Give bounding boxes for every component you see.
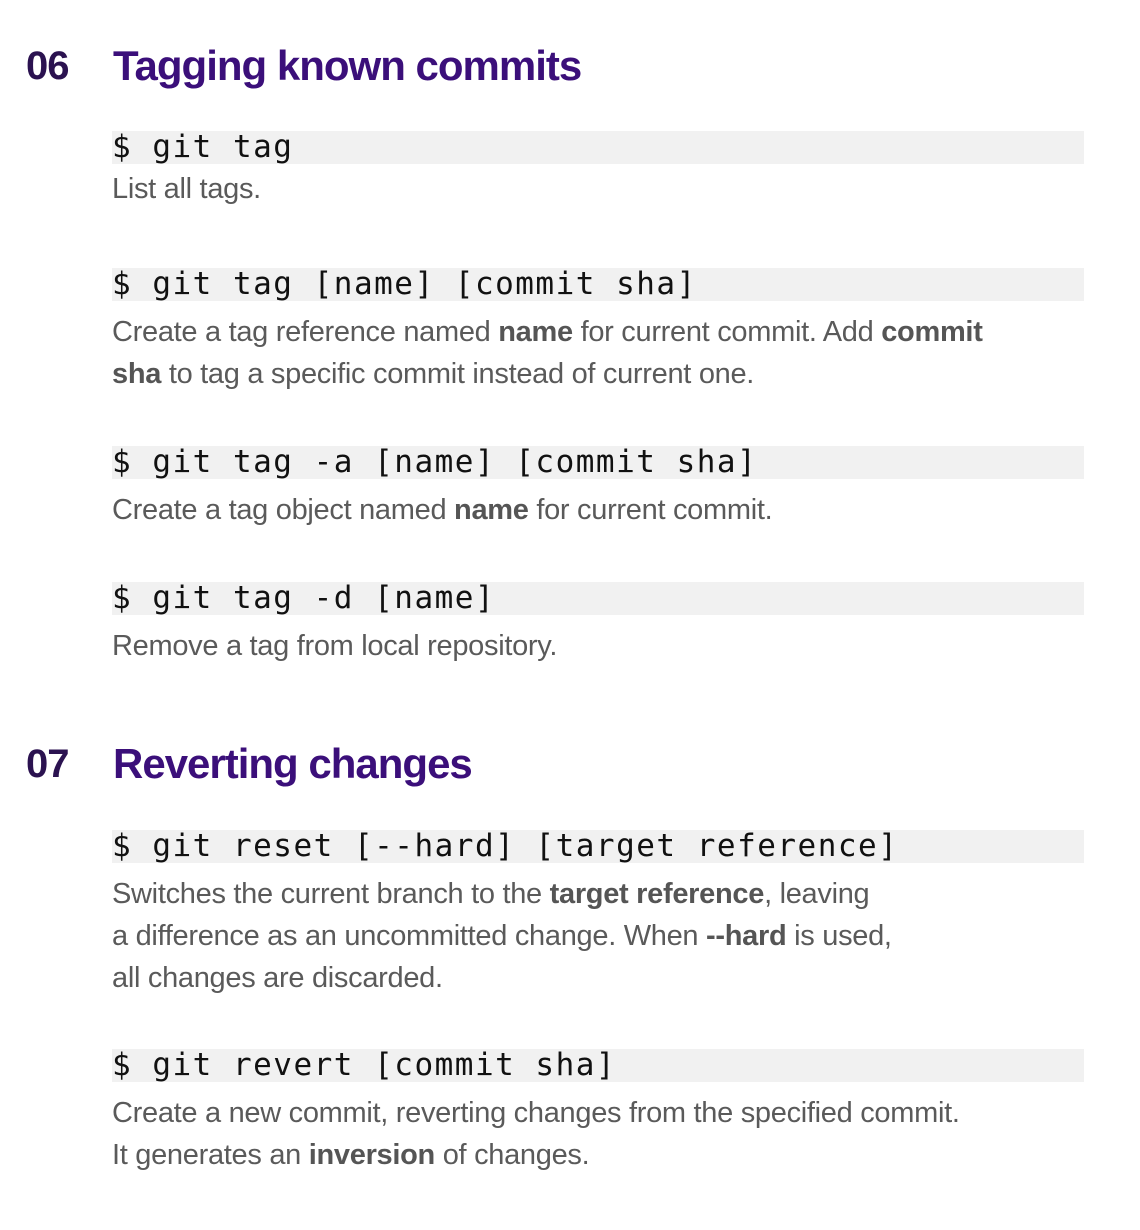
desc-text: It generates an <box>112 1139 309 1171</box>
desc-emphasis: inversion <box>308 1139 435 1171</box>
desc-text: , leaving <box>764 878 870 910</box>
command-entry-git-tag <box>112 131 1084 210</box>
desc-text: a difference as an uncommitted change. When <box>112 920 707 952</box>
command-entry-git-revert <box>112 1049 1084 1176</box>
command-code[interactable]: $ git tag -a [name] [commit sha] <box>112 446 1084 479</box>
desc-text: to tag a specific commit instead of current one. <box>161 358 755 390</box>
command-code[interactable]: $ git tag <box>112 131 1084 164</box>
desc-text: for current commit. <box>528 494 773 526</box>
command-description <box>112 311 1084 395</box>
command-entry-git-reset <box>112 830 1084 999</box>
command-description <box>112 873 1084 999</box>
desc-emphasis: --hard <box>706 920 787 952</box>
section-07-header <box>26 736 472 792</box>
desc-text: of changes. <box>434 1139 590 1171</box>
section-title: Tagging known commits <box>113 42 582 89</box>
section-number: 06 <box>26 43 69 88</box>
command-code[interactable]: $ git tag -d [name] <box>112 582 1084 615</box>
desc-emphasis: commit <box>881 316 983 348</box>
desc-text: is used, <box>786 920 892 952</box>
desc-text: all changes are discarded. <box>112 962 443 994</box>
desc-text: Create a new commit, reverting changes from the specified commit. <box>112 1097 960 1129</box>
desc-text: Create a tag reference named <box>112 316 499 348</box>
section-title: Reverting changes <box>113 740 472 787</box>
desc-text: List all tags. <box>112 173 261 205</box>
command-code[interactable]: $ git revert [commit sha] <box>112 1049 1084 1082</box>
desc-emphasis: name <box>498 316 573 348</box>
desc-emphasis: name <box>454 494 529 526</box>
command-entry-git-tag-name <box>112 268 1084 395</box>
command-description <box>112 489 1084 531</box>
command-description <box>112 625 1084 667</box>
command-code[interactable]: $ git tag [name] [commit sha] <box>112 268 1084 301</box>
desc-text: Create a tag object named <box>112 494 455 526</box>
desc-emphasis: target reference <box>549 878 765 910</box>
desc-text: Remove a tag from local repository. <box>112 630 558 662</box>
command-code[interactable]: $ git reset [--hard] [target reference] <box>112 830 1084 863</box>
section-06-header <box>26 38 581 94</box>
section-number: 07 <box>26 741 69 786</box>
desc-text: Switches the current branch to the <box>112 878 550 910</box>
desc-text: for current commit. Add <box>572 316 882 348</box>
desc-emphasis: sha <box>112 358 162 390</box>
command-entry-git-tag-annotated <box>112 446 1084 531</box>
command-entry-git-tag-delete <box>112 582 1084 667</box>
command-description <box>112 168 1084 210</box>
command-description <box>112 1092 1084 1176</box>
